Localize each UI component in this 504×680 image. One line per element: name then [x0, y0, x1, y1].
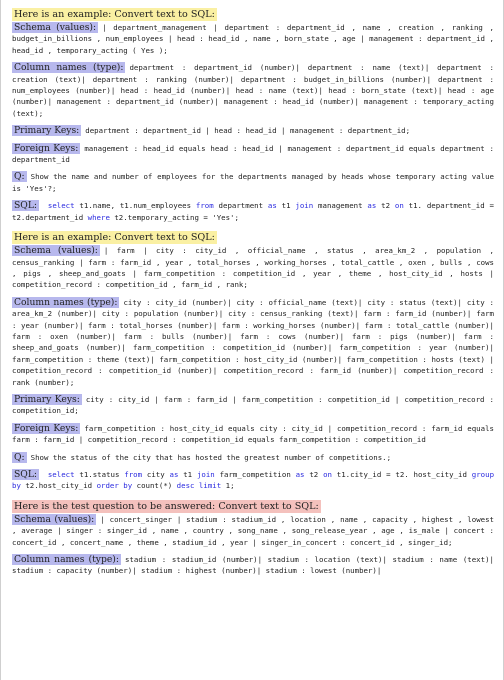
foreign-label: Foreign Keys:	[14, 422, 79, 434]
ex2-question	[12, 452, 494, 463]
columns-label: Column names (type):	[14, 554, 119, 566]
sql-keyword: join	[196, 470, 215, 479]
sql-text: t1.city_id = t2. host_city_id	[331, 470, 472, 479]
sql-text: farm_competition	[214, 470, 296, 479]
prompt-document	[1, 0, 503, 577]
ex2-columns-text: city : city_id (number)| city : official_name (text)| city : status (text)| city : area_km_2 (number)| city : population (number)| city : census_ranking (text)| farm : farm_id (number)| farm : year (number)| farm : total_horses (number)| farm : working_horses (number)| farm : total_cattle (number)| farm : oxen (number)| farm : bulls (number)| farm : cows (number)| farm : pigs (number)| farm : sheep_and_goats (number)| farm_competition : competition_id (number)| farm_competition : year (number)| farm_competition : theme (text)| farm_competition : host_city_id (number)| farm_competition : hosts (text) | competition_record : competition_id (number)| competition_record : farm_id (number)| competition_record : rank (number);	[12, 297, 494, 387]
ex1-schema-text: | department_management | department : department_id , name , creation , ranking , budget_in_billions , num_employees | head : head_id , name , born_state , age | management : department_id , head_id , temporary_acting ( Yes );	[12, 23, 495, 55]
test-banner: Here is the test question to be answered: Convert text to SQL:	[14, 500, 319, 512]
columns-label: Column names (type):	[14, 296, 118, 308]
sql-keyword: order by	[96, 481, 133, 491]
example-banner: Here is an example: Convert text to SQL:	[14, 232, 215, 244]
sql-keyword: from	[124, 470, 143, 479]
sql-keyword: as	[367, 201, 377, 211]
q-label: Q:	[14, 451, 25, 463]
sql-keyword: select	[47, 470, 75, 479]
test-schema	[12, 514, 494, 548]
test-columns-text: stadium : stadium_id (number)| stadium : location (text)| stadium : name (text)| stadium : capacity (number)| stadium : highest (number)| stadium : lowest (number)|	[12, 555, 494, 576]
test-columns	[12, 554, 494, 577]
columns-label: Column names (type):	[14, 62, 124, 74]
ex2-primary-text: city : city_id | farm : farm_id | farm_competition : competition_id | competition_record : competition_id;	[12, 394, 494, 416]
ex1-schema	[12, 22, 494, 56]
sql-text: t2	[304, 470, 324, 479]
sql-keyword: on	[394, 201, 404, 211]
sql-keyword: where	[87, 212, 110, 222]
ex2-schema	[12, 245, 494, 291]
ex1-columns	[12, 62, 494, 119]
ex1-question-text: Show the name and number of employees for the departments managed by heads whose temporary acting value is 'Yes'?;	[12, 172, 494, 193]
sql-text: t1.name, t1.num_employees	[74, 201, 196, 211]
sql-text: management	[313, 201, 368, 211]
ex2-primary	[12, 394, 494, 417]
sql-text: 1;	[221, 481, 235, 491]
ex2-schema-text: | farm | city : city_id , official_name , status , area_km_2 , population , census_ranking | farm : farm_id , year , total_horses , working_horses , total_cattle , oxen , bulls , cows , pigs , sheep_and_goats | farm_competition : competition_id , year , theme , host_city_id , hosts | competition_record : competition_id , farm_id , rank;	[12, 246, 494, 290]
sql-label: SQL:	[14, 200, 38, 212]
primary-label: Primary Keys:	[14, 125, 80, 137]
foreign-label: Foreign Keys:	[14, 142, 79, 154]
sql-keyword: join	[295, 201, 314, 211]
sql-label: SQL:	[14, 469, 38, 480]
sql-text: t1	[276, 201, 296, 211]
ex1-question	[12, 171, 494, 194]
test-schema-text: | concert_singer | stadium : stadium_id , location , name , capacity , highest , lowest , average | singer : singer_id , name , country , song_name , song_release_year , age , is_male | concert : concert_id , concert_name , theme , stadium_id , year | singer_in_concert : concert_id , singer_id;	[12, 514, 494, 547]
ex1-primary	[12, 125, 494, 136]
sql-keyword: from	[195, 201, 214, 211]
ex1-foreign-text: management : head_id equals head : head_id | management : department_id equals department : department_id	[12, 143, 494, 165]
sql-text: count(*)	[132, 481, 177, 491]
ex2-question-text: Show the status of the city that has hosted the greatest number of competitions.;	[30, 452, 392, 462]
sql-text: t2	[376, 201, 395, 211]
sql-keyword: select	[47, 201, 75, 211]
sql-text: city	[142, 470, 170, 479]
sql-keyword: as	[169, 470, 179, 479]
q-label: Q:	[14, 171, 25, 183]
schema-label: Schema (values):	[14, 245, 98, 257]
sql-keyword: on	[323, 470, 332, 479]
ex1-sql	[12, 200, 494, 223]
ex1-foreign	[12, 143, 494, 166]
schema-label: Schema (values):	[14, 22, 97, 33]
sql-keyword: as	[267, 201, 277, 211]
ex2-foreign	[12, 423, 494, 446]
schema-label: Schema (values):	[14, 513, 95, 525]
sql-text: department	[213, 201, 268, 211]
sql-text: t2.host_city_id	[20, 481, 97, 491]
sql-text: t2.temporary_acting = 'Yes';	[109, 212, 239, 222]
sql-text: t1.status	[74, 470, 125, 479]
ex2-columns	[12, 297, 494, 388]
ex1-columns-text: department : department_id (number)| department : name (text)| department : creation (text)| department : ranking (number)| department : budget_in_billions (number)| department : num_employees (number)| head : head_id (number)| head : name (text)| head : born_state (text)| head : age (number)| management : department_id (number)| management : head_id (number)| management : temporary_acting (text);	[12, 63, 494, 118]
ex2-foreign-text: farm_competition : host_city_id equals city : city_id | competition_record : farm_id equals farm : farm_id | competition_record : competition_id equals farm_competition : competition_id	[12, 423, 494, 445]
ex1-primary-text: department : department_id | head : head_id | management : department_id;	[85, 126, 411, 136]
sql-text: t1	[178, 470, 197, 479]
sql-keyword: group by	[12, 470, 495, 491]
sql-keyword: as	[295, 470, 305, 479]
sql-text: t1. department_id = t2.department_id	[12, 201, 494, 222]
sql-keyword: desc limit	[176, 481, 222, 491]
primary-label: Primary Keys:	[14, 393, 80, 405]
ex2-sql	[12, 469, 494, 492]
example-banner: Here is an example: Convert text to SQL:	[14, 9, 215, 20]
